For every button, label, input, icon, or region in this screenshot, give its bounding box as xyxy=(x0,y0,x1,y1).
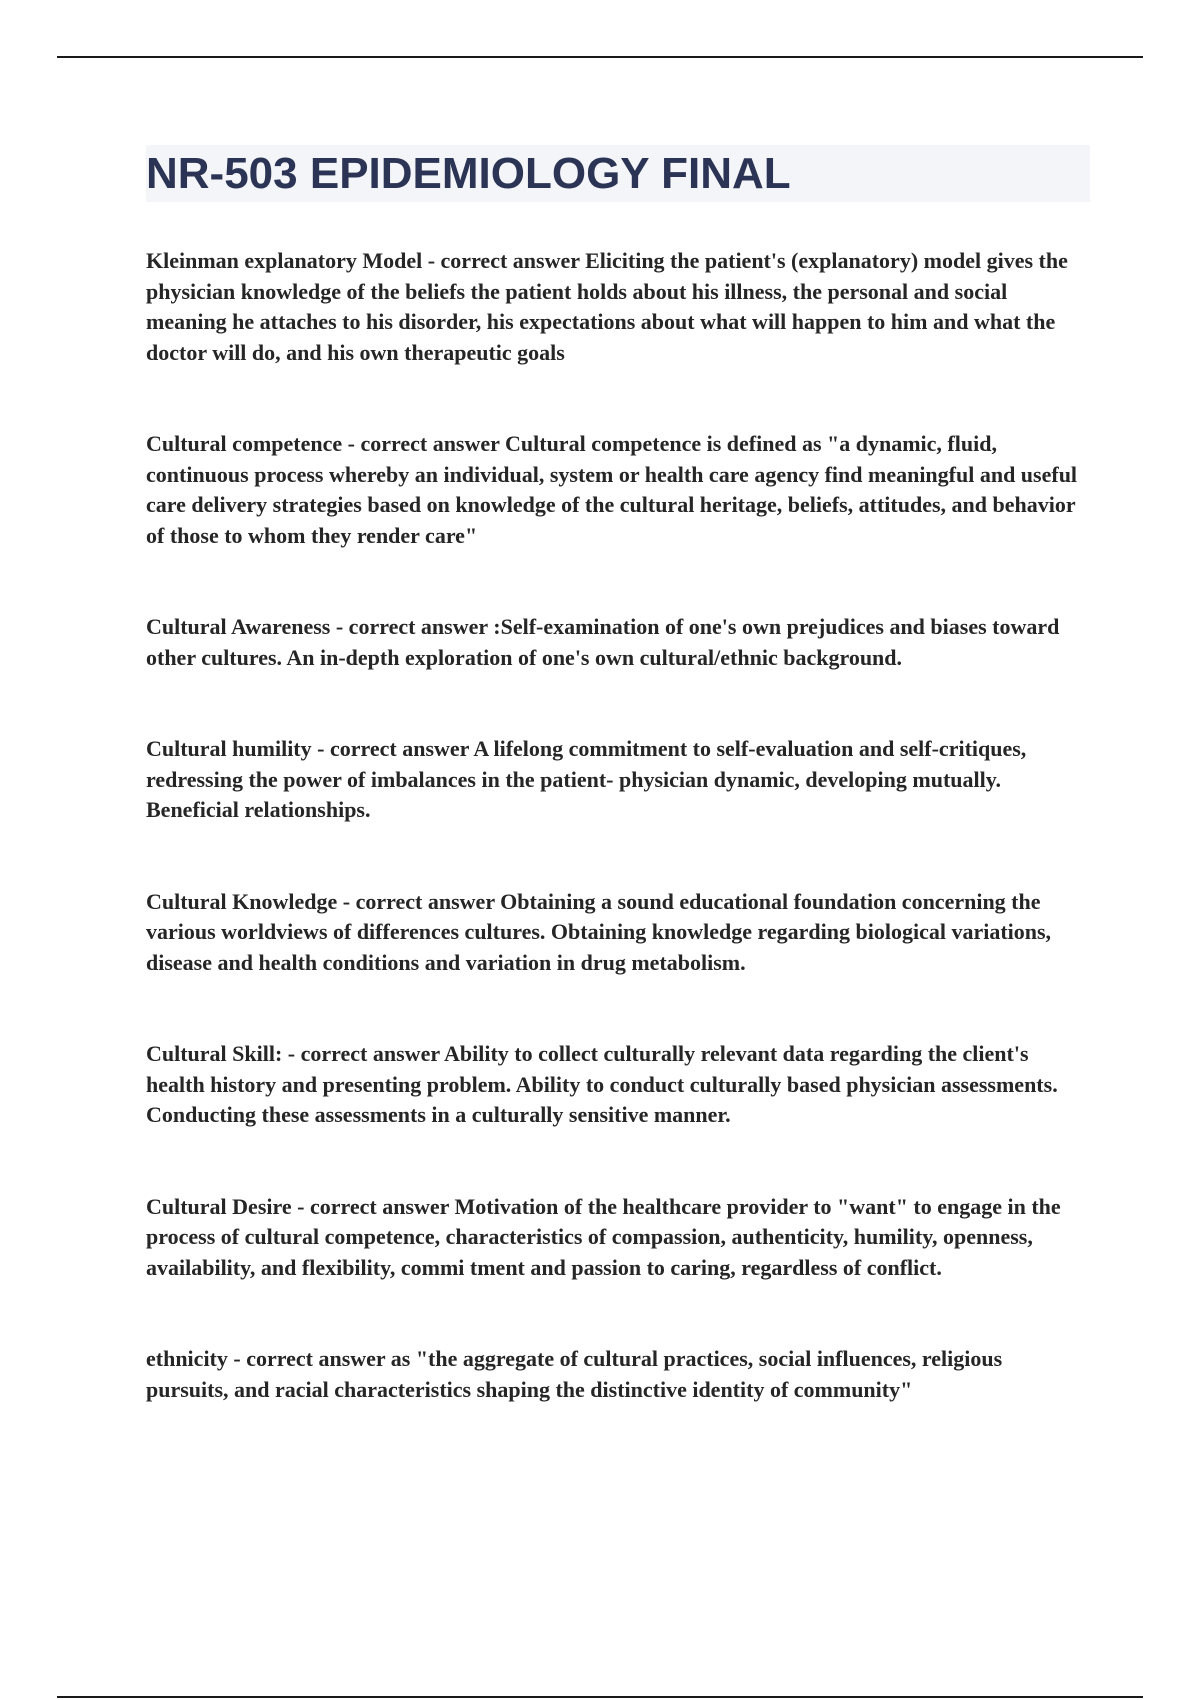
entry-ethnicity: ethnicity - correct answer as "the aggregate of cultural practices, social influences, religious pursuits, and racial characteristics shaping the distinctive identity of community" xyxy=(146,1346,1003,1402)
bottom-rule xyxy=(57,1696,1143,1698)
title-band xyxy=(146,145,1090,202)
top-rule xyxy=(57,56,1143,58)
entry-cultural-awareness: Cultural Awareness - correct answer :Self-examination of one's own prejudices and biases toward other cultures. An in-depth exploration of one's own cultural/ethnic background. xyxy=(146,614,1060,670)
entry-cultural-desire: Cultural Desire - correct answer Motivation of the healthcare provider to "want" to engage in the process of cultural competence, characteristics of compassion, authenticity, humility, openness, availability, and flexibility, commi tment and passion to caring, regardless of conflict. xyxy=(146,1193,1061,1280)
document-title: NR-503 EPIDEMIOLOGY FINAL xyxy=(146,148,791,198)
entry-cultural-knowledge: Cultural Knowledge - correct answer Obtaining a sound educational foundation concerning the various worldviews of differences cultures. Obtaining knowledge regarding biological variations, disease and health conditions and variation in drug metabolism. xyxy=(146,888,1052,975)
entry-cultural-skill: Cultural Skill: - correct answer Ability to collect culturally relevant data regarding the client's health history and presenting problem. Ability to conduct culturally based physician assessments. Conducting these assessments in a culturally sensitive manner. xyxy=(146,1041,1058,1127)
entry-cultural-humility: Cultural humility - correct answer A lifelong commitment to self-evaluation and self-critiques, redressing the power of imbalances in the patient- physician dynamic, developing mutually. Beneficial relationships. xyxy=(146,736,1027,822)
entry-kleinman-explanatory-model: Kleinman explanatory Model - correct answer Eliciting the patient's (explanatory) model gives the physician knowledge of the beliefs the patient holds about his illness, the personal and social meaning he attaches to his disorder, his expectations about what will happen to him and what the doctor will do, and his own therapeutic goals xyxy=(146,248,1068,365)
entry-cultural-competence: Cultural competence - correct answer Cultural competence is defined as "a dynamic, fluid, continuous process whereby an individual, system or health care agency find meaningful and useful care delivery strategies based on knowledge of the cultural heritage, beliefs, attitudes, and behavior of those to whom they render care" xyxy=(146,431,1078,548)
document-body xyxy=(146,145,1090,1405)
